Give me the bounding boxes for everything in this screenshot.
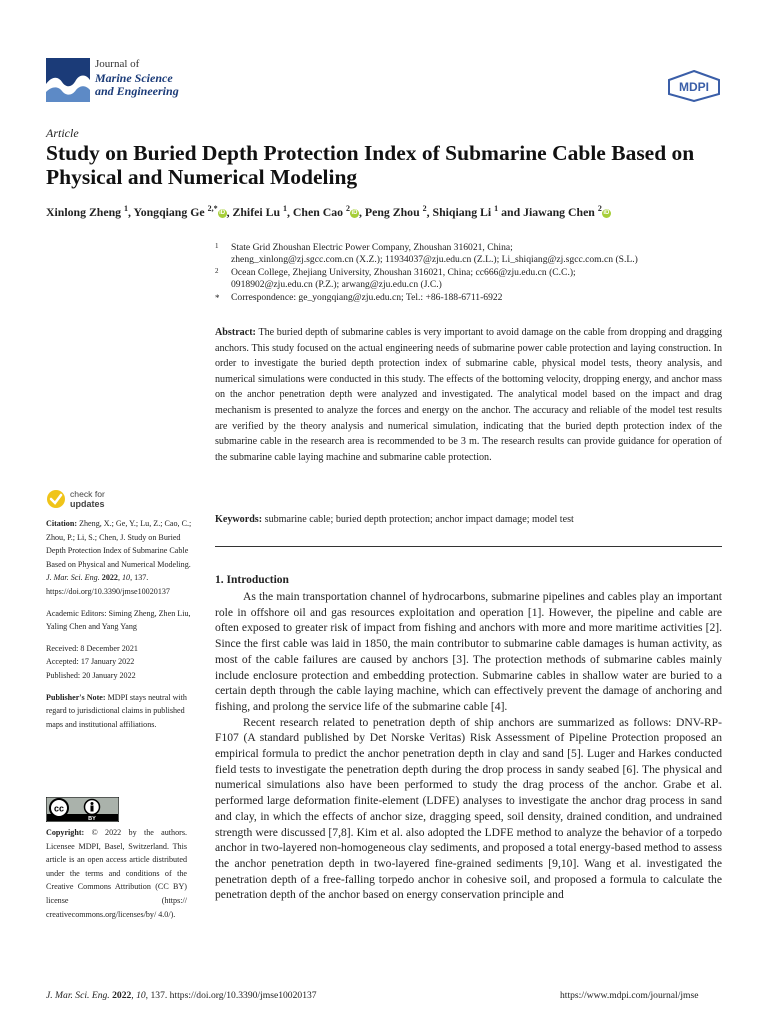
check-for-updates-line1: check for (70, 489, 105, 499)
copyright-label: Copyright: (46, 828, 85, 837)
introduction-body (215, 589, 722, 903)
check-for-updates-line2: updates (70, 498, 105, 509)
academic-editors: Academic Editors: Siming Zheng, Zhen Liu, Yaling Chen and Yang Yang (46, 608, 191, 632)
footer-journal-url[interactable]: https://www.mdpi.com/journal/jmse (560, 990, 699, 1001)
journal-name-line1: Journal of (95, 58, 140, 70)
affiliation-item (215, 292, 725, 304)
section-heading-introduction: 1. Introduction (215, 574, 289, 586)
svg-text:BY: BY (88, 816, 96, 822)
journal-logo-icon (46, 58, 90, 102)
author-affiliation-mark: 1 (282, 204, 287, 213)
orcid-icon[interactable]: iD (603, 209, 610, 216)
journal-name-line3: and Engineering (95, 84, 179, 98)
introduction-paragraph-1: As the main transportation channel of hydrocarbons, submarine pipelines and cables play an important role in offshore oil and gas resources exploitation and operation [1]. However, the pipeline and cable are often exposed to greater risk of impact from fishing and anchors with more and more maritime activities [2]. Since the first cable was laid in 1850, the main contributor to submarine cable damages is human activity, as most of the cable failures are caused by anchors [3]. The protection methods of submarine cables mainly include enclosure protection and embedding protection. Submarine cables in shallow water are buried to a certain depth through the cable laying machine, which can effectively prevent the damage of anchoring and fishing, and prolong the service life of the submarine cable [4]. (215, 590, 722, 713)
author-name: Xinlong Zheng (46, 204, 122, 219)
keywords (215, 514, 722, 525)
author-name: Zhifei Lu (232, 204, 281, 219)
publishers-note (46, 691, 196, 732)
publishers-note-text: MDPI stays neutral with regard to jurisdictional claims in published maps and institutional affiliations. (46, 692, 187, 729)
author-separator: , (286, 204, 293, 219)
mdpi-logo-text: MDPI (679, 80, 709, 94)
abstract-text: The buried depth of submarine cables is very important to avoid damage on the cable from dropping and dragging anchors. This study focused on the actual engineering needs of submarine power cable protection and laying construction. In order to investigate the buried depth protection index of submarine cable, physical model tests, theory analysis, and numerical simulations were conducted in this study. The effects of the bottoming velocity, dropping energy, and anchor mass on the anchor penetration depth were analyzed and investigated. The analytical model based on the impact and drag mechanism is presented to analyze the forces and energy on the anchor. The accuracy and reliable of the model test results are verified by the theory analysis and numerical simulation, indicating that the buried depth protection index of the submarine cable in the research area is recommended to be 3 m. The research results can provide guidance for operation of the submarine cable laying machine and submarine cable protection. (215, 327, 722, 463)
journal-name-line2: Marine Science (95, 70, 173, 85)
affiliation-line: State Grid Zhoushan Electric Power Company, Zhoushan 316021, China; (231, 242, 513, 253)
citation-text: Zheng, X.; Ge, Y.; Lu, Z.; Cao, C.; Zhou, P.; Li, S.; Chen, J. Study on Buried Depth Protection Index of Submarine Cable Based on Physical and Numerical Modeling. (46, 519, 192, 569)
footer-volume: 10 (136, 990, 146, 1001)
author-affiliation-mark: 1 (494, 204, 499, 213)
affiliation-item (215, 242, 725, 267)
author-name: Peng Zhou (364, 204, 420, 219)
author-separator: , (426, 204, 433, 219)
orcid-icon[interactable]: iD (351, 209, 358, 216)
article-type: Article (46, 126, 79, 140)
publishers-note-label: Publisher's Note: (46, 692, 106, 702)
affiliation-item (215, 267, 725, 292)
cc-by-license-icon[interactable] (46, 797, 119, 822)
author-affiliation-mark: 1 (124, 204, 129, 213)
citation-block: Citation: Zheng, X.; Ge, Y.; Lu, Z.; Cao, C.; Zhou, P.; Li, S.; Chen, J. Study on Buried Depth Protection Index of Submarine Cable Based on Physical and Numerical Modeling. J. Mar. Sci. Eng. 2022, 10, 137. https://doi.org/10.3390/jmse10020137 (46, 519, 192, 596)
affiliation-line: Ocean College, Zhejiang University, Zhoushan 316021, China; cc666@zju.edu.cn (C.C.); (231, 266, 576, 278)
footer-doi[interactable]: , 137. https://doi.org/10.3390/jmse10020137 (145, 990, 317, 1001)
citation-volume: 10 (122, 573, 131, 583)
citation-label: Citation: (46, 519, 78, 528)
copyright-notice (46, 826, 187, 921)
author-affiliation-mark: 2 (422, 204, 427, 213)
received-date: Received: 8 December 2021 (46, 643, 138, 653)
footer-journal: J. Mar. Sci. Eng. (46, 990, 110, 1001)
author-separator: , (226, 204, 233, 219)
orcid-icon[interactable]: iD (219, 209, 226, 216)
abstract (215, 325, 722, 465)
author-name: Shiqiang Li (432, 204, 492, 219)
journal-name (95, 58, 179, 99)
section-divider (215, 546, 722, 547)
affiliation-mark: * (215, 292, 220, 303)
affiliation-line: 0918902@zju.edu.cn (P.Z.); arwang@zju.edu.cn (J.C.) (231, 279, 442, 291)
author-separator: and (498, 204, 524, 219)
affiliations (215, 242, 725, 304)
keywords-label: Keywords: (215, 514, 263, 525)
svg-text:cc: cc (53, 803, 65, 814)
citation-doi[interactable]: , 137. https://doi.org/10.3390/jmse10020137 (46, 573, 170, 596)
check-for-updates-link[interactable] (70, 490, 105, 509)
citation-year: 2022 (101, 573, 118, 583)
author-name: Yongqiang Ge (133, 204, 205, 219)
introduction-paragraph-2: Recent research related to penetration depth of ship anchors are summarized as follows: DNV-RP-F107 (A standard published by Det Norske Veritas) Risk Assessment of Pipeline Protection proposed an empirical formula to predict the anchor penetration depth in clay and sand [5]. Luger and Harkes conducted field tests to investigate the penetration depth during the drop process in sandy seabed [6]. The physical and numerical simulations also have been performed to study the drag process of the anchor. Grabe et al. performed large deformation finite-element (LDFE) analyses to investigate the anchor drag process in sand and clay, in which the effects of anchor size, dragging speed, soil density, drained condition, and undrained strength were discussed [7,8]. Kim et al. also adopted the LDFE method to analyze the behavior of a torpedo anchor in two-layered non-homogeneous clay sediments, and proposed a total energy-based method to assess the anchor penetration depth in two-layered fine-grained sediments [9,10]. Wang et al. investigated the penetration depth of a free-falling torpedo anchor in cohesive soil, and proposed a formula to calculate the penetration depth of the anchor based on energy conservation principle and (215, 715, 722, 902)
author-separator: , (128, 204, 134, 219)
citation-journal: J. Mar. Sci. Eng. (46, 573, 100, 583)
dates-block (46, 642, 196, 683)
author-separator: , (359, 204, 365, 219)
affiliation-line: Correspondence: ge_yongqiang@zju.edu.cn; Tel.: +86-188-6711-6922 (231, 291, 503, 303)
author-name: Chen Cao (292, 204, 344, 219)
author-affiliation-mark: 2,* (207, 204, 218, 213)
mdpi-logo-icon (668, 70, 720, 102)
author-affiliation-mark: 2 (346, 204, 350, 213)
author-affiliation-mark: 2 (597, 204, 602, 213)
author-list (46, 204, 736, 220)
article-title: Study on Buried Depth Protection Index of Submarine Cable Based on Physical and Numerical Modeling (46, 141, 695, 189)
abstract-label: Abstract: (215, 327, 256, 338)
author-name: Jiawang Chen (523, 204, 595, 219)
keywords-text: submarine cable; buried depth protection; anchor impact damage; model test (264, 514, 574, 525)
copyright-text: © 2022 by the authors. Licensee MDPI, Basel, Switzerland. This article is an open access article distributed under the terms and conditions of the Creative Commons Attribution (CC BY) license (https:// creativecommons.org/licenses/by/ 4.0/). (46, 828, 188, 919)
accepted-date: Accepted: 17 January 2022 (46, 657, 135, 667)
check-for-updates-icon[interactable] (46, 489, 66, 509)
affiliation-line: zheng_xinlong@zj.sgcc.com.cn (X.Z.); 11934037@zju.edu.cn (Z.L.); Li_shiqiang@zj.sgcc.com.cn (S.L.) (231, 254, 638, 266)
footer-citation: J. Mar. Sci. Eng. 2022, 10, 137. https://doi.org/10.3390/jmse10020137 (46, 990, 317, 1001)
article-sidebar (46, 517, 196, 739)
affiliation-mark: 2 (215, 266, 219, 275)
affiliation-mark: 1 (215, 242, 219, 250)
footer-year: 2022 (112, 990, 132, 1001)
published-date: Published: 20 January 2022 (46, 670, 136, 680)
